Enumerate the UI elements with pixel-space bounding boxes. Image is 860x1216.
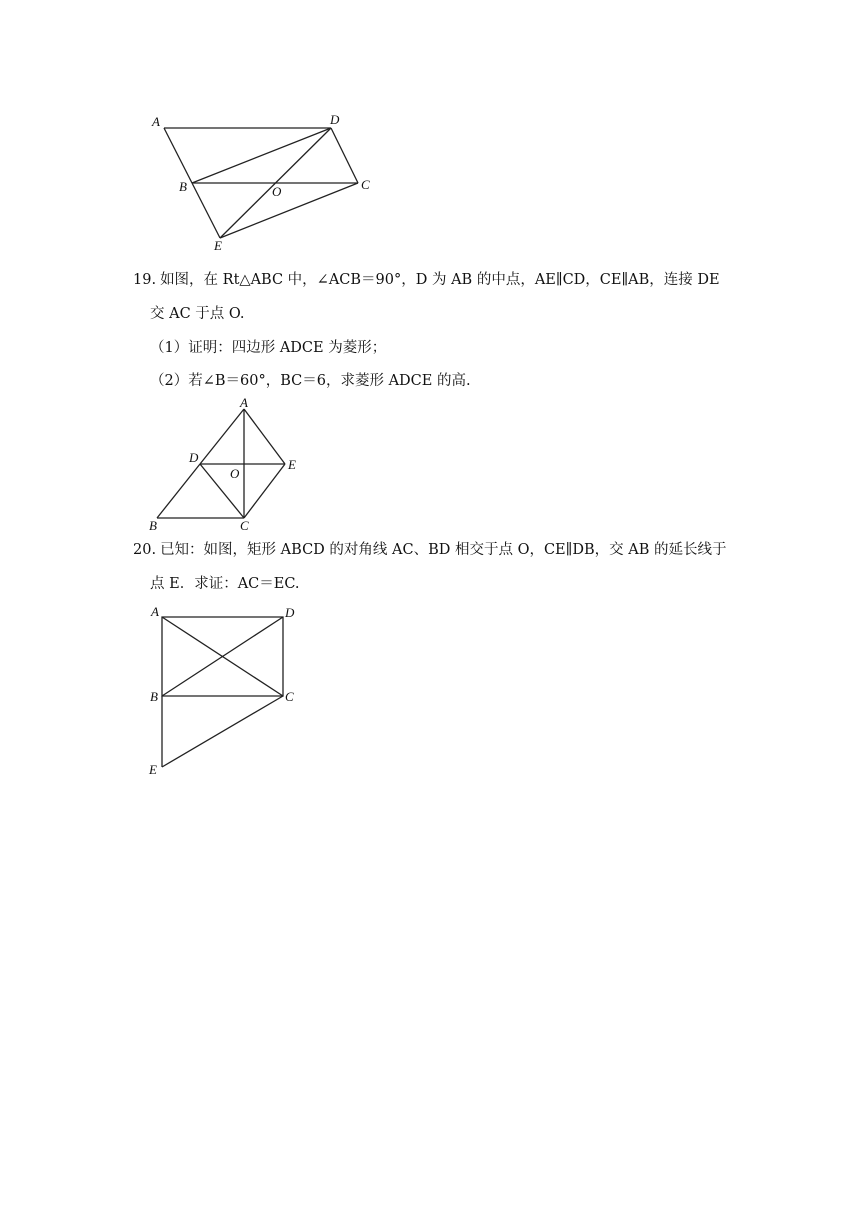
label-B: B: [149, 518, 157, 533]
label-A: A: [240, 395, 248, 410]
segment-DC: [331, 128, 358, 183]
label-C: C: [240, 518, 249, 533]
question-20-text: 已知：如图，矩形 ABCD 的对角线 AC、BD 相交于点 O，CE∥DB，交 AB 的延长线于: [160, 542, 727, 558]
figure-18-parallelogram: [140, 108, 400, 258]
segment-EC: [220, 183, 358, 238]
label-D: D: [285, 605, 295, 620]
segment-DB: [157, 464, 200, 518]
label-C: C: [361, 177, 370, 192]
label-A: A: [151, 604, 159, 619]
segment-EC: [162, 696, 283, 767]
label-O: O: [230, 466, 240, 481]
label-A: A: [152, 114, 160, 129]
question-20-number: 20.: [133, 542, 157, 558]
segment-AB: [164, 128, 192, 183]
segment-BD: [192, 128, 331, 183]
label-E: E: [214, 238, 222, 253]
segment-BE: [192, 183, 220, 238]
question-19-part2: （2）若∠B＝60°，BC＝6，求菱形 ADCE 的高.: [150, 373, 471, 389]
question-19-text: 如图，在 Rt△ABC 中，∠ACB＝90°，D 为 AB 的中点，AE∥CD，CE∥AB，连接 DE: [160, 272, 720, 288]
label-C: C: [285, 689, 294, 704]
question-20-line1: [133, 540, 726, 560]
figure-20-rectangle: [140, 600, 310, 780]
label-O: O: [272, 184, 282, 199]
segment-EC: [244, 464, 285, 518]
figure-19-rhombus: [140, 392, 320, 537]
question-19-line2: 交 AC 于点 O.: [150, 306, 245, 322]
label-D: D: [330, 112, 340, 127]
label-E: E: [149, 762, 157, 777]
question-20-line2: 点 E．求证：AC＝EC.: [150, 576, 300, 592]
label-D: D: [189, 450, 199, 465]
question-19-number: 19.: [133, 272, 157, 288]
label-B: B: [179, 179, 187, 194]
label-B: B: [150, 689, 158, 704]
label-E: E: [288, 457, 296, 472]
segment-AD: [200, 409, 244, 464]
question-19-line1: [133, 270, 720, 290]
segment-AE: [244, 409, 285, 464]
question-19-part1: （1）证明：四边形 ADCE 为菱形；: [150, 340, 387, 356]
